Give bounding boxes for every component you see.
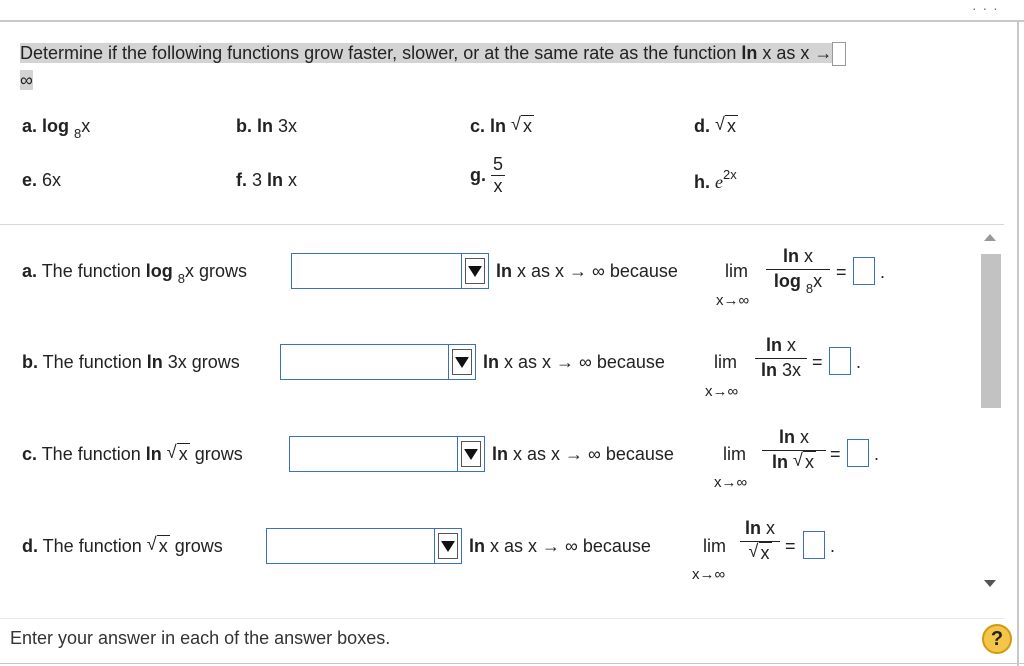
question-b-text: b. The function ln 3x grows bbox=[22, 352, 240, 372]
fraction-a: ln x log $_8$x bbox=[766, 246, 830, 292]
equals-sign: = bbox=[836, 262, 847, 282]
period: . bbox=[874, 444, 880, 464]
fraction-c: ln x ln √ x bbox=[762, 427, 826, 473]
dropdown-arrow-icon[interactable] bbox=[461, 254, 488, 288]
option-g: g. $\frac{5}{x}$ bbox=[470, 154, 504, 196]
more-options-icon[interactable]: · · · bbox=[972, 0, 999, 16]
question-a-mid: ln x as x → ∞ because bbox=[496, 261, 678, 281]
growth-select-c[interactable] bbox=[289, 436, 485, 472]
answer-box-c[interactable] bbox=[847, 439, 869, 467]
question-d-mid: ln x as x → ∞ because bbox=[469, 536, 651, 556]
question-c-mid: ln x as x → ∞ because bbox=[492, 444, 674, 464]
frame-bottom-border bbox=[0, 663, 1024, 664]
limit-sub-c: x→∞ bbox=[714, 474, 748, 491]
section-divider bbox=[0, 224, 1004, 225]
growth-select-d[interactable] bbox=[266, 528, 462, 564]
answer-box-a[interactable] bbox=[853, 257, 875, 285]
equals-sign: = bbox=[785, 536, 796, 556]
limit-b: lim bbox=[714, 352, 737, 372]
prompt-infinity: ∞ bbox=[20, 70, 33, 90]
question-b-mid: ln x as x → ∞ because bbox=[483, 352, 665, 372]
answer-box-b[interactable] bbox=[829, 347, 851, 375]
question-a-text: a. The function log $_8$x grows bbox=[22, 261, 248, 286]
dropdown-arrow-icon[interactable] bbox=[448, 345, 475, 379]
fraction-d: ln x √ x bbox=[740, 518, 780, 564]
growth-select-b[interactable] bbox=[280, 344, 476, 380]
sqrt-symbol: √ x bbox=[146, 534, 168, 556]
prompt-text: Determine if the following functions grow faster, slower, or at the same rate as the function ln x as x → bbox=[20, 43, 833, 63]
period: . bbox=[830, 536, 836, 556]
scrollbar-thumb[interactable] bbox=[981, 254, 1001, 408]
answer-box-d[interactable] bbox=[803, 531, 825, 559]
sqrt-symbol: √ x bbox=[715, 114, 737, 136]
sqrt-symbol: √ x bbox=[748, 541, 770, 563]
sqrt-symbol: √ x bbox=[511, 114, 533, 136]
dropdown-arrow-icon[interactable] bbox=[457, 437, 484, 471]
dropdown-arrow-icon[interactable] bbox=[434, 529, 461, 563]
scroll-up-icon[interactable] bbox=[984, 234, 996, 241]
option-h: h. $e^{2x}$ bbox=[694, 167, 737, 192]
fraction: $\frac{5}{x}$ bbox=[493, 154, 504, 196]
fraction-b: ln x ln 3x bbox=[755, 335, 807, 381]
sqrt-symbol: √ x bbox=[793, 450, 814, 472]
frame-right-border bbox=[1017, 20, 1019, 666]
option-f: f. 3 ln x bbox=[236, 170, 298, 190]
question-c-text: c. The function ln √ x grows bbox=[22, 442, 243, 464]
limit-a: lim bbox=[725, 261, 748, 281]
limit-d: lim bbox=[703, 536, 726, 556]
period: . bbox=[856, 352, 862, 372]
equals-sign: = bbox=[812, 352, 823, 372]
option-b: b. ln 3x bbox=[236, 116, 298, 136]
sqrt-symbol: √ x bbox=[166, 442, 188, 464]
question-d-text: d. The function √ x grows bbox=[22, 534, 223, 556]
help-icon[interactable]: ? bbox=[982, 624, 1012, 654]
limit-c: lim bbox=[723, 444, 746, 464]
frame-top-border bbox=[0, 20, 1024, 22]
footer-divider bbox=[0, 618, 1004, 619]
option-a: a. log $_8$x bbox=[22, 116, 91, 141]
growth-select-a[interactable] bbox=[291, 253, 489, 289]
limit-sub-a: x→∞ bbox=[716, 292, 750, 309]
question-prompt bbox=[20, 40, 970, 94]
limit-sub-d: x→∞ bbox=[692, 566, 726, 583]
scroll-down-icon[interactable] bbox=[984, 580, 996, 587]
limit-sub-b: x→∞ bbox=[705, 383, 739, 400]
period: . bbox=[880, 262, 886, 282]
option-d: d. √ x bbox=[694, 114, 737, 136]
instructions-text: Enter your answer in each of the answer boxes. bbox=[10, 628, 391, 648]
equals-sign: = bbox=[830, 444, 841, 464]
option-e: e. 6x bbox=[22, 170, 62, 190]
option-c: c. ln √ x bbox=[470, 114, 533, 136]
highlight-marker bbox=[832, 42, 846, 66]
